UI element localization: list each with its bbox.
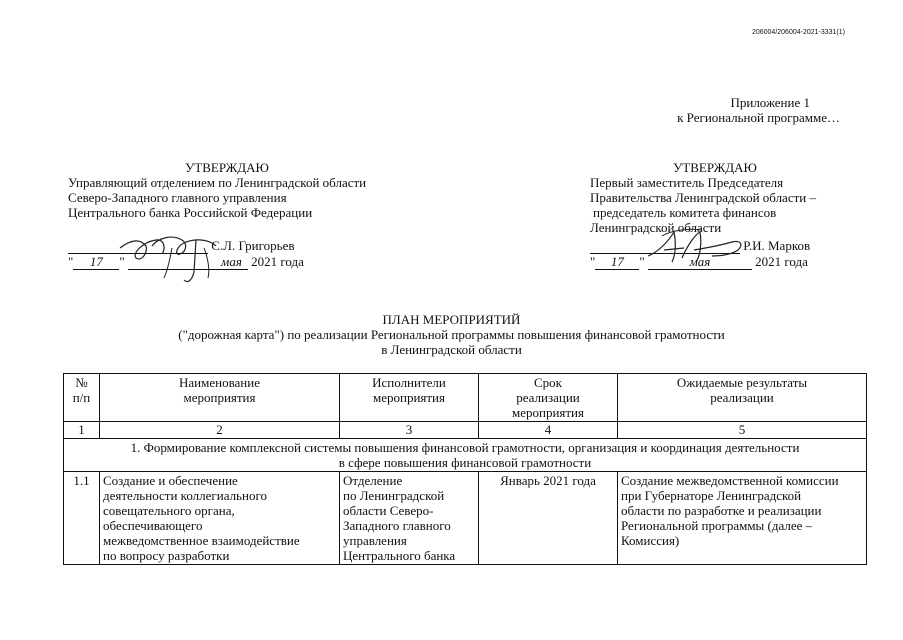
header-number xyxy=(64,374,100,422)
date-day-left: 17 xyxy=(89,254,103,269)
approval-left-line-1: Управляющий отделением по Ленинградской области xyxy=(68,175,367,190)
row-executor-line: Западного главного xyxy=(343,518,451,533)
header-term-line-3: мероприятия xyxy=(511,405,584,420)
row-number: 1.1 xyxy=(64,472,100,565)
row-term: Январь 2021 года xyxy=(479,472,618,565)
column-number-5: 5 xyxy=(618,422,867,439)
approval-right-line-2: Правительства Ленинградской области – xyxy=(590,190,816,205)
header-number-line-2: п/п xyxy=(72,390,91,405)
header-executor xyxy=(340,374,479,422)
date-month-left: мая xyxy=(221,254,242,269)
row-name-line: совещательного органа, xyxy=(103,503,235,518)
row-result xyxy=(618,472,867,565)
approval-right-line-1: Первый заместитель Председателя xyxy=(590,175,784,190)
column-number-1: 1 xyxy=(64,422,100,439)
date-year-right: 2021 года xyxy=(755,254,808,269)
plan-subtitle-line-2: в Ленинградской области xyxy=(381,342,522,357)
signature-blank-left xyxy=(68,238,208,254)
plan-heading xyxy=(0,312,903,357)
plan-title: ПЛАН МЕРОПРИЯТИЙ xyxy=(382,312,521,327)
header-name xyxy=(100,374,340,422)
approval-right-line-3: председатель комитета финансов xyxy=(593,205,777,220)
header-name-line-1: Наименование xyxy=(179,375,260,390)
header-number-line-1: № xyxy=(75,375,88,390)
row-name-line: деятельности коллегиального xyxy=(103,488,267,503)
date-month-right: мая xyxy=(689,254,711,269)
row-executor-line: области Северо- xyxy=(343,503,434,518)
row-name-line: по вопросу разработки xyxy=(103,548,230,563)
date-day-right: 17 xyxy=(610,254,624,269)
section-heading-line-2: в сфере повышения финансовой грамотности xyxy=(338,455,592,470)
signature-line-right xyxy=(590,238,870,254)
table-row xyxy=(64,472,867,565)
row-result-line: Комиссия) xyxy=(621,533,680,548)
document-code: 206004/206004-2021-3331(1) xyxy=(751,29,845,36)
row-executor-line: Отделение xyxy=(343,473,403,488)
date-year-left: 2021 года xyxy=(251,254,304,269)
row-result-line: Региональной программы (далее – xyxy=(621,518,813,533)
plan-subtitle-line-1: ("дорожная карта") по реализации Региональной программы повышения финансовой грамотности xyxy=(178,327,725,342)
column-number-row xyxy=(64,422,867,439)
appendix-line-1: Приложение 1 xyxy=(730,95,810,110)
plan-table xyxy=(63,373,867,565)
approval-block-right xyxy=(590,160,870,270)
column-number-3: 3 xyxy=(340,422,479,439)
row-name-line: обеспечивающего xyxy=(103,518,203,533)
section-heading xyxy=(64,439,867,472)
header-executor-line-2: мероприятия xyxy=(372,390,445,405)
row-executor xyxy=(340,472,479,565)
header-result-line-2: реализации xyxy=(710,390,774,405)
approval-block-left xyxy=(68,160,428,270)
column-number-2: 2 xyxy=(100,422,340,439)
appendix-note xyxy=(620,95,840,125)
header-term-line-2: реализации xyxy=(516,390,580,405)
signer-right: Р.И. Марков xyxy=(743,238,811,253)
header-term-line-1: Срок xyxy=(534,375,562,390)
section-row xyxy=(64,439,867,472)
section-heading-line-1: 1. Формирование комплексной системы повышения финансовой грамотности, организация и координация деятельности xyxy=(130,440,800,455)
approval-left-line-3: Центрального банка Российской Федерации xyxy=(68,205,313,220)
row-result-line: области по разработке и реализации xyxy=(621,503,822,518)
date-line-right: " 17 " мая 2021 года xyxy=(590,254,808,269)
appendix-line-2: к Региональной программе… xyxy=(677,110,840,125)
signature-line-left xyxy=(68,238,428,254)
table-header-row xyxy=(64,374,867,422)
row-executor-line: управления xyxy=(343,533,407,548)
approval-right-line-4: Ленинградской области xyxy=(590,220,722,235)
approval-title-right: УТВЕРЖДАЮ xyxy=(673,160,757,175)
row-result-line: при Губернаторе Ленинградской xyxy=(621,488,802,503)
approval-title-left: УТВЕРЖДАЮ xyxy=(185,160,269,175)
row-name-line: межведомственное взаимодействие xyxy=(103,533,300,548)
header-result xyxy=(618,374,867,422)
row-result-line: Создание межведомственной комиссии xyxy=(621,473,839,488)
row-executor-line: по Ленинградской xyxy=(343,488,445,503)
header-executor-line-1: Исполнители xyxy=(372,375,446,390)
header-name-line-2: мероприятия xyxy=(183,390,256,405)
row-name-line: Создание и обеспечение xyxy=(103,473,238,488)
header-result-line-1: Ожидаемые результаты xyxy=(676,375,808,390)
column-number-4: 4 xyxy=(479,422,618,439)
date-line-left: " 17 " мая 2021 года xyxy=(68,254,304,269)
signature-blank-right xyxy=(590,238,740,254)
approval-left-line-2: Северо-Западного главного управления xyxy=(68,190,287,205)
row-executor-line: Центрального банка xyxy=(343,548,456,563)
header-term xyxy=(479,374,618,422)
signer-left: С.Л. Григорьев xyxy=(211,238,295,253)
row-name xyxy=(100,472,340,565)
